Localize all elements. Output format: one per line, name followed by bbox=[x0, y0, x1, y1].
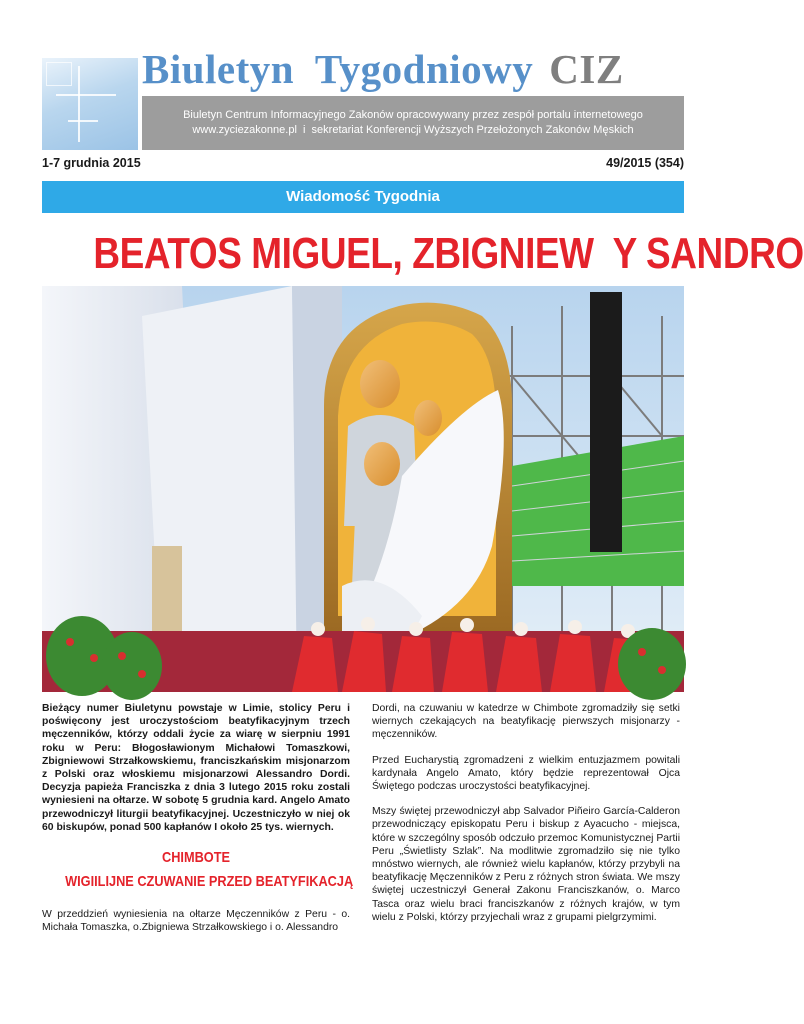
subhead-line2: WIGIILIJNE CZUWANIE PRZED BEATYFIKACJĄ bbox=[65, 873, 354, 891]
masthead-title-text: Biuletyn Tygodniowy bbox=[142, 46, 534, 92]
masthead-title bbox=[142, 46, 682, 92]
masthead-ciz: CIZ bbox=[549, 46, 624, 92]
issue-date: 1-7 grudnia 2015 bbox=[42, 156, 141, 170]
beatification-ceremony-photo bbox=[42, 286, 684, 692]
article-left-column bbox=[42, 702, 354, 946]
left-paragraph: W przeddzień wyniesienia na ołtarze Męczenników z Peru - o. Michała Tomaszka, o.Zbigniewa Strzałkowskiego i o. Alessandro bbox=[42, 909, 350, 934]
issue-number: 49/2015 (354) bbox=[606, 156, 684, 170]
masthead-subtitle-line1: Biuletyn Centrum Informacyjnego Zakonów opracowywany przez zespół portalu internetowego bbox=[183, 109, 643, 121]
masthead-subtitle-line2: www.zyciezakonne.pl i sekretariat Konferencji Wyższych Przełożonych Zakonów Męskich bbox=[192, 124, 634, 136]
article-lead: Bieżący numer Biuletynu powstaje w Limie, stolicy Peru i poświęcony jest uroczystościom beatyfikacyjnym trzech męczenników, którzy oddali życie za wiarę w sierpniu 1991 roku w Peru: Błogosławionym Michałowi Tomaszkowi, Zbigniewowi Strzałkowskiemu, franciszkańskim misjonarzom z Polski oraz włoskiemu misjonarzowi Alessandro Dordi. Decyzja papieża Franciszka z dnia 3 lutego 2015 roku zostali wyniesieni na ołtarze. W sobotę 5 grudnia kard. Angelo Amato przewodniczył liturgii beatyfikacyjnej. Uczestniczyło w niej ok 60 biskupów, ponad 500 kapłanów I około 25 tys. wiernych. bbox=[42, 703, 350, 833]
headline: BEATOS MIGUEL, ZBIGNIEW Y SANDRO bbox=[93, 229, 804, 278]
subhead-line1: CHIMBOTE bbox=[162, 849, 230, 867]
article-right-column bbox=[372, 702, 680, 936]
right-paragraph-1: Dordi, na czuwaniu w katedrze w Chimbote zgromadziły się setki wiernych czekających na beatyfikację pierwszych misjonarzy - męczenników. bbox=[372, 703, 680, 741]
right-paragraph-3: Mszy świętej przewodniczył abp Salvador Piñeiro García-Calderon przewodniczący episkopatu Peru i biskup z Ayacucho - miejsca, które w szczególny sposób odczuło przemoc Komunistycznej Partii Peru „Świetlisty Szlak”. Na modlitwie zgromadziło się nie tylko mnóstwo wiernych, ale również wielu kapłanów, którzy przybyli na beatyfikację Męczenników z Peru z różnych stron świata. We mszy świętej uczestniczył Generał Zakonu Franciszkanów, o. Marco Tasca oraz wielu braci franciszkanów z różnych krajów, w tym wielu z Polski, którzy przyjechali wraz z grupami pielgrzymimi. bbox=[372, 806, 680, 923]
right-paragraph-2: Przed Eucharystią zgromadzeni z wielkim entuzjazmem powitali kardynała Angelo Amato, który będzie reprezentował Ojca Świętego podczas uroczystości beatyfikacyjnej. bbox=[372, 754, 680, 793]
section-bar: Wiadomość Tygodnia bbox=[42, 181, 684, 213]
cross-logo-icon bbox=[42, 58, 138, 150]
subhead bbox=[42, 846, 354, 894]
issue-info-row bbox=[42, 156, 684, 172]
masthead-subtitle-band bbox=[142, 96, 684, 150]
